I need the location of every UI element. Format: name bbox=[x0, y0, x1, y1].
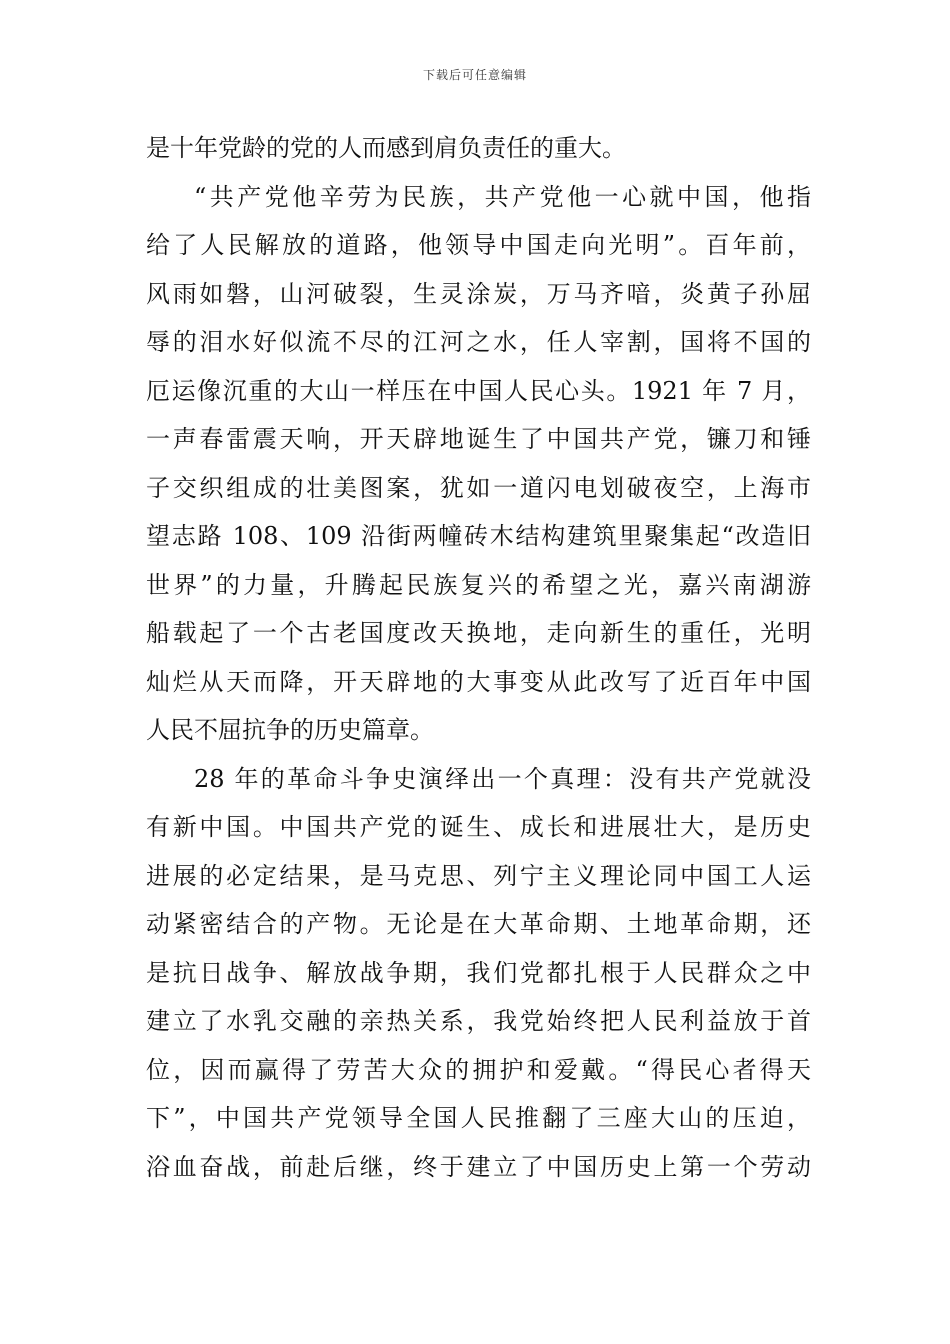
text-line: 风雨如磐，山河破裂，生灵涂炭，万马齐喑，炎黄子孙屈 bbox=[146, 279, 811, 308]
text-line: 建立了水乳交融的亲热关系，我党始终把人民利益放于首 bbox=[146, 1007, 811, 1035]
text-line: 动紧密结合的产物。无论是在大革命期、土地革命期，还 bbox=[146, 910, 811, 938]
page-header-note: 下载后可任意编辑 bbox=[422, 68, 527, 82]
text-line: 一声春雷震天响，开天辟地诞生了中国共产党，镰刀和锤 bbox=[146, 425, 811, 453]
document-body bbox=[146, 124, 811, 1191]
text-line: 世界”的力量，升腾起民族复兴的希望之光，嘉兴南湖游 bbox=[146, 570, 811, 599]
text-line: 下”，中国共产党领导全国人民推翻了三座大山的压迫， bbox=[146, 1104, 811, 1132]
text-line: 人民不屈抗争的历史篇章。 bbox=[146, 716, 434, 744]
text-line: 进展的必定结果，是马克思、列宁主义理论同中国工人运 bbox=[146, 861, 811, 890]
text-line: “共产党他辛劳为民族，共产党他一心就中国，他指 bbox=[194, 182, 811, 211]
text-line: 辱的泪水好似流不尽的江河之水，任人宰割，国将不国的 bbox=[146, 328, 811, 356]
text-line: 厄运像沉重的大山一样压在中国人民心头。1921 年 7 月， bbox=[146, 376, 811, 405]
text-line: 给了人民解放的道路，他领导中国走向光明”。百年前， bbox=[146, 231, 811, 259]
text-line: 浴血奋战，前赴后继，终于建立了中国历史上第一个劳动 bbox=[146, 1152, 811, 1181]
text-line: 有新中国。中国共产党的诞生、成长和进展壮大，是历史 bbox=[146, 813, 811, 841]
text-line: 是抗日战争、解放战争期，我们党都扎根于人民群众之中 bbox=[146, 958, 811, 987]
text-line: 位，因而赢得了劳苦大众的拥护和爱戴。“得民心者得天 bbox=[146, 1055, 811, 1084]
text-line: 船载起了一个古老国度改天换地，走向新生的重任，光明 bbox=[146, 619, 811, 647]
text-line: 28 年的革命斗争史演绎出一个真理：没有共产党就没 bbox=[194, 764, 811, 793]
text-line: 子交织组成的壮美图案，犹如一道闪电划破夜空，上海市 bbox=[146, 473, 811, 502]
text-line: 灿烂从天而降，开天辟地的大事变从此改写了近百年中国 bbox=[146, 667, 811, 696]
text-line: 是十年党龄的党的人而感到肩负责任的重大。 bbox=[146, 134, 626, 162]
text-line: 望志路 108、109 沿街两幢砖木结构建筑里聚集起“改造旧 bbox=[146, 522, 811, 550]
